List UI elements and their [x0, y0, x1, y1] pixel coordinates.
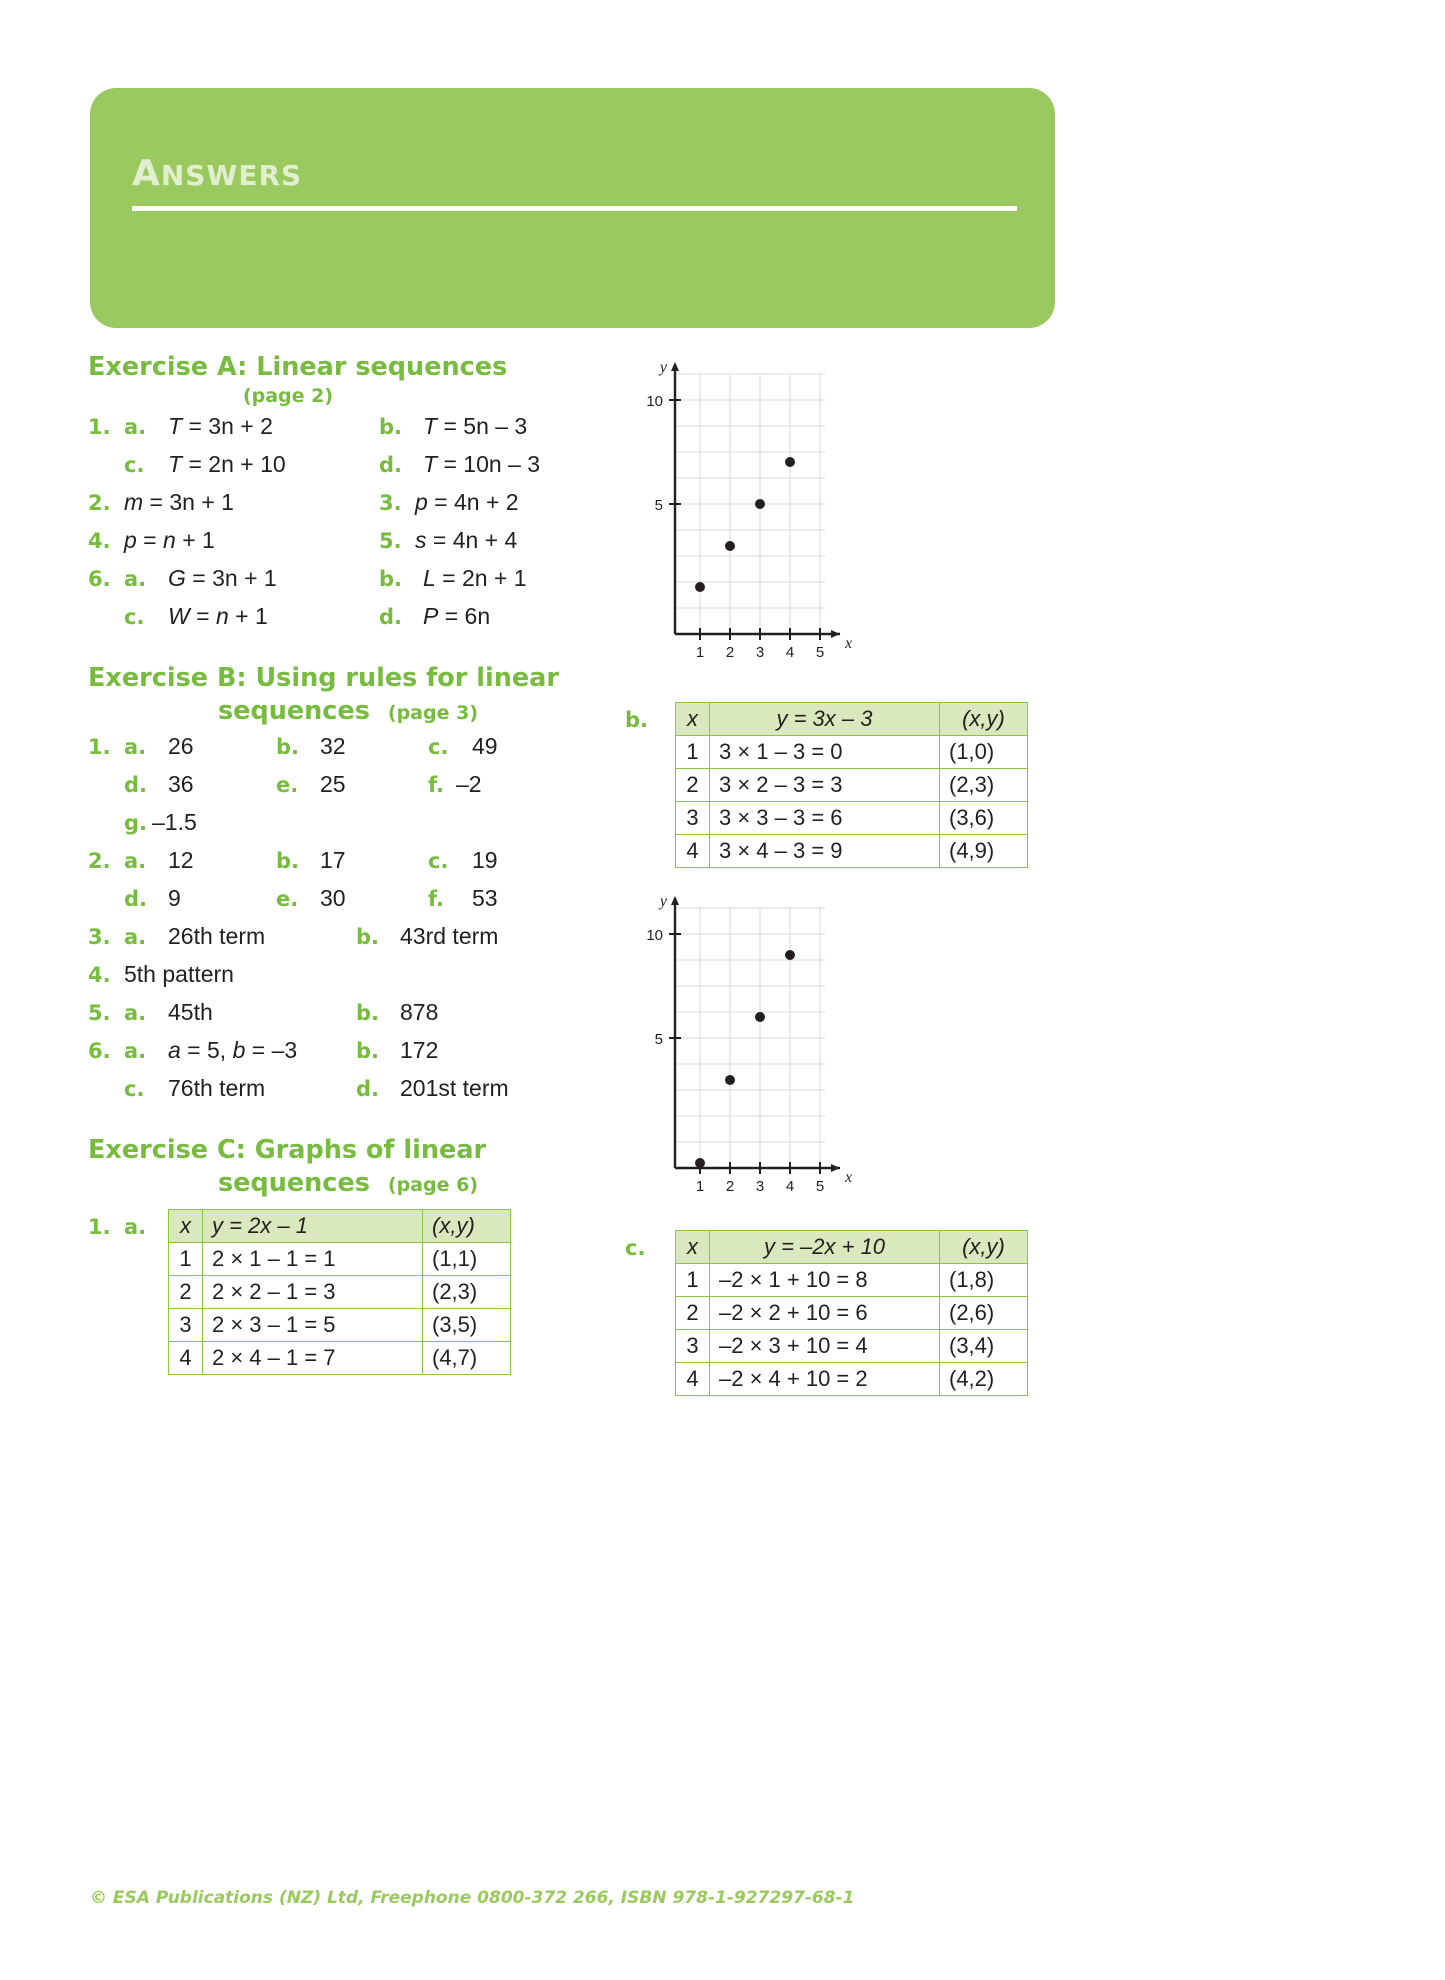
answer-text: 53 [472, 885, 498, 911]
exercise-b-heading-text: sequences [217, 696, 370, 726]
cell-point: (1,1) [423, 1243, 511, 1276]
data-points [695, 457, 795, 592]
y-axis-label: y [659, 359, 667, 376]
answer-text: p = n + 1 [124, 527, 215, 553]
table-row [676, 1330, 1028, 1363]
x-axis-arrow [831, 630, 840, 638]
answer-row-a4-a5 [88, 527, 608, 564]
answer-text: T = 5n – 3 [423, 413, 528, 439]
cell-equation: 3 × 1 – 3 = 0 [710, 736, 940, 769]
answer-letter: c. [625, 1236, 646, 1260]
answer-letter: b. [379, 567, 403, 591]
answer-letter: b. [356, 925, 380, 949]
answer-text: T = 2n + 10 [168, 451, 286, 477]
grid-lines [675, 374, 825, 634]
question-number: 5. [88, 1001, 111, 1025]
cell-point: (2,3) [940, 769, 1028, 802]
ticks [669, 400, 820, 640]
answer-text: P = 6n [423, 603, 491, 629]
data-point [785, 950, 795, 960]
y-tick-label: 10 [646, 393, 663, 410]
answer-row-b6cd [88, 1075, 608, 1112]
banner-divider [132, 206, 1017, 211]
data-point [725, 1075, 735, 1085]
answer-letter: b. [625, 708, 649, 732]
table-row [676, 1264, 1028, 1297]
x-tick-label: 1 [695, 644, 705, 661]
answer-letter: c. [124, 605, 145, 629]
data-point [695, 582, 705, 592]
cell-equation: 3 × 2 – 3 = 3 [710, 769, 940, 802]
question-number: 3. [379, 491, 402, 515]
answer-text: T = 3n + 2 [168, 413, 273, 439]
cell-point: (3,4) [940, 1330, 1028, 1363]
answer-text: 19 [472, 847, 498, 873]
column-header-x: x [676, 1231, 710, 1264]
y-tick-label: 10 [646, 927, 663, 944]
answer-row-b2abc [88, 847, 608, 884]
y-axis-arrow [671, 896, 679, 905]
cell-point: (4,7) [423, 1342, 511, 1375]
cell-equation: 3 × 4 – 3 = 9 [710, 835, 940, 868]
table-block-1a [88, 1209, 608, 1375]
answer-letter: c. [124, 1077, 145, 1101]
cell-equation: 2 × 2 – 1 = 3 [203, 1276, 423, 1309]
graph-1a-svg [625, 352, 865, 672]
answer-letter: a. [124, 925, 147, 949]
exercise-b-heading-line1: Exercise B: Using rules for linear [88, 663, 559, 693]
x-axis-label: x [845, 1169, 853, 1186]
answer-row-b3 [88, 923, 608, 960]
cell-point: (4,9) [940, 835, 1028, 868]
x-axis-label: x [845, 635, 853, 652]
table-header-row [676, 1231, 1028, 1264]
grid-lines [675, 908, 825, 1168]
cell-equation: 2 × 4 – 1 = 7 [203, 1342, 423, 1375]
cell-point: (2,6) [940, 1297, 1028, 1330]
column-header-equation: y = 2x – 1 [203, 1210, 423, 1243]
graph-1a [625, 352, 1325, 672]
answer-letter: b. [379, 415, 403, 439]
cell-x: 2 [169, 1276, 203, 1309]
exercise-b-page-ref: (page 3) [387, 702, 479, 724]
answer-text: 5th pattern [124, 961, 234, 987]
x-tick-label: 2 [725, 644, 735, 661]
answer-text: 26th term [168, 923, 266, 949]
answer-text: s = 4n + 4 [415, 527, 518, 553]
cell-equation: 2 × 1 – 1 = 1 [203, 1243, 423, 1276]
answer-row-b6ab [88, 1037, 608, 1074]
cell-x: 3 [676, 802, 710, 835]
graph-1b [625, 886, 1325, 1206]
answer-text: 172 [400, 1037, 439, 1063]
cell-point: (2,3) [423, 1276, 511, 1309]
table-row [676, 736, 1028, 769]
cell-x: 4 [676, 1363, 710, 1396]
column-header-x: x [169, 1210, 203, 1243]
answer-text: –1.5 [152, 809, 197, 835]
question-number: 6. [88, 1039, 111, 1063]
y-axis-arrow [671, 362, 679, 371]
exercise-a-page-ref: (page 2) [242, 385, 334, 407]
column-header-point: (x,y) [940, 1231, 1028, 1264]
question-number: 4. [88, 963, 111, 987]
table-row [676, 769, 1028, 802]
answer-text: T = 10n – 3 [423, 451, 541, 477]
answer-text: 36 [168, 771, 194, 797]
answer-letter: d. [124, 887, 148, 911]
answer-row-b1g [88, 809, 608, 846]
answer-letter: e. [276, 773, 299, 797]
table-row [676, 1363, 1028, 1396]
cell-x: 1 [676, 736, 710, 769]
answer-text: 17 [320, 847, 346, 873]
answer-text: 49 [472, 733, 498, 759]
cell-x: 1 [676, 1264, 710, 1297]
answer-text: 26 [168, 733, 194, 759]
answer-text: 201st term [400, 1075, 509, 1101]
table-row [169, 1243, 511, 1276]
data-point [755, 499, 765, 509]
answer-text: 878 [400, 999, 439, 1025]
answer-text: –2 [456, 771, 482, 797]
x-tick-label: 4 [785, 1178, 795, 1195]
answer-letter: b. [356, 1001, 380, 1025]
value-table-1a [168, 1209, 511, 1375]
answer-letter: c. [124, 453, 145, 477]
x-tick-label: 4 [785, 644, 795, 661]
column-header-point: (x,y) [423, 1210, 511, 1243]
y-axis-label: y [659, 893, 667, 910]
answer-row-a1 [88, 413, 608, 450]
table-row [676, 835, 1028, 868]
cell-point: (1,0) [940, 736, 1028, 769]
table-row [169, 1309, 511, 1342]
answer-row-b2def [88, 885, 608, 922]
cell-equation: 3 × 3 – 3 = 6 [710, 802, 940, 835]
answer-row-a1cd [88, 451, 608, 488]
cell-x: 3 [676, 1330, 710, 1363]
answer-letter: a. [124, 567, 147, 591]
question-number: 1. [88, 735, 111, 759]
question-number: 6. [88, 567, 111, 591]
exercise-c-heading-line1: Exercise C: Graphs of linear [88, 1135, 487, 1165]
exercise-c-heading-text: sequences [217, 1168, 370, 1198]
answer-row-a2-a3 [88, 489, 608, 526]
cell-point: (4,2) [940, 1363, 1028, 1396]
x-axis-arrow [831, 1164, 840, 1172]
exercise-c-page-ref: (page 6) [387, 1174, 479, 1196]
value-table-b [675, 702, 1028, 868]
question-number: 4. [88, 529, 111, 553]
x-tick-label: 3 [755, 644, 765, 661]
answer-letter: f. [428, 887, 444, 911]
data-point [725, 541, 735, 551]
y-tick-label: 5 [654, 1031, 663, 1048]
answer-letter: a. [124, 849, 147, 873]
data-point [755, 1012, 765, 1022]
answer-letter: d. [379, 605, 403, 629]
table-row [676, 1297, 1028, 1330]
answer-letter: a. [124, 1039, 147, 1063]
answer-text: 32 [320, 733, 346, 759]
answer-text: L = 2n + 1 [423, 565, 527, 591]
answer-text: 45th [168, 999, 213, 1025]
x-tick-label: 5 [815, 644, 825, 661]
table-block-c [625, 1230, 1325, 1396]
data-point [695, 1158, 705, 1168]
y-tick-label: 5 [654, 497, 663, 514]
table-header-row [169, 1210, 511, 1243]
column-header-point: (x,y) [940, 703, 1028, 736]
x-tick-label: 2 [725, 1178, 735, 1195]
cell-x: 2 [676, 1297, 710, 1330]
answer-letter: b. [356, 1039, 380, 1063]
question-number: 1. [88, 1215, 111, 1239]
exercise-b-heading-line2 [88, 696, 608, 729]
answer-text: m = 3n + 1 [124, 489, 234, 515]
cell-equation: 2 × 3 – 1 = 5 [203, 1309, 423, 1342]
ticks [669, 934, 820, 1174]
table-block-b [625, 702, 1325, 868]
table-row [676, 802, 1028, 835]
column-header-equation: y = 3x – 3 [710, 703, 940, 736]
question-number: 2. [88, 849, 111, 873]
footer-copyright: © ESA Publications (NZ) Ltd, Freephone 0800-372 266, ISBN 978-1-927297-68-1 [90, 1888, 855, 1908]
column-header-x: x [676, 703, 710, 736]
answer-letter: a. [124, 415, 147, 439]
answer-row-b4 [88, 961, 608, 998]
answer-text: 76th term [168, 1075, 266, 1101]
table-header-row [676, 703, 1028, 736]
cell-equation: –2 × 4 + 10 = 2 [710, 1363, 940, 1396]
answer-letter: b. [276, 735, 300, 759]
answer-letter: d. [379, 453, 403, 477]
answer-letter: a. [124, 735, 147, 759]
answer-text: 25 [320, 771, 346, 797]
cell-equation: –2 × 1 + 10 = 8 [710, 1264, 940, 1297]
answer-letter: d. [124, 773, 148, 797]
answer-letter: c. [428, 735, 449, 759]
cell-x: 3 [169, 1309, 203, 1342]
answer-text: a = 5, b = –3 [168, 1037, 298, 1063]
cell-x: 4 [676, 835, 710, 868]
answer-row-b1abc [88, 733, 608, 770]
question-number: 2. [88, 491, 111, 515]
page-title: answers [132, 138, 303, 198]
answer-row-b5 [88, 999, 608, 1036]
answer-text: G = 3n + 1 [168, 565, 277, 591]
answer-letter: b. [276, 849, 300, 873]
answer-row-a6ab [88, 565, 608, 602]
x-tick-label: 3 [755, 1178, 765, 1195]
exercise-a-heading: Exercise A: Linear sequences [88, 352, 508, 382]
question-number: 3. [88, 925, 111, 949]
cell-x: 2 [676, 769, 710, 802]
answer-letter: d. [356, 1077, 380, 1101]
answer-text: 43rd term [400, 923, 499, 949]
cell-equation: –2 × 2 + 10 = 6 [710, 1297, 940, 1330]
answer-text: W = n + 1 [168, 603, 268, 629]
cell-point: (1,8) [940, 1264, 1028, 1297]
table-row [169, 1276, 511, 1309]
cell-equation: –2 × 3 + 10 = 4 [710, 1330, 940, 1363]
right-column [625, 352, 1325, 1396]
cell-x: 4 [169, 1342, 203, 1375]
question-number: 1. [88, 415, 111, 439]
left-column [88, 352, 608, 1375]
value-table-c [675, 1230, 1028, 1396]
answers-banner [90, 88, 1055, 328]
answer-letter: a. [124, 1215, 147, 1239]
answer-letter: e. [276, 887, 299, 911]
question-number: 5. [379, 529, 402, 553]
answer-text: 9 [168, 885, 181, 911]
cell-point: (3,6) [940, 802, 1028, 835]
answer-row-a6cd [88, 603, 608, 640]
answer-letter: g. [124, 811, 148, 835]
answer-row-b1def [88, 771, 608, 808]
exercise-c-heading-line2 [88, 1168, 608, 1201]
table-row [169, 1342, 511, 1375]
graph-1b-svg [625, 886, 865, 1206]
answer-text: p = 4n + 2 [415, 489, 519, 515]
answer-letter: f. [428, 773, 444, 797]
column-header-equation: y = –2x + 10 [710, 1231, 940, 1264]
answer-text: 12 [168, 847, 194, 873]
x-tick-label: 1 [695, 1178, 705, 1195]
data-point [785, 457, 795, 467]
answer-letter: c. [428, 849, 449, 873]
cell-x: 1 [169, 1243, 203, 1276]
answer-text: 30 [320, 885, 346, 911]
x-tick-label: 5 [815, 1178, 825, 1195]
cell-point: (3,5) [423, 1309, 511, 1342]
data-points [695, 950, 795, 1168]
answer-letter: a. [124, 1001, 147, 1025]
